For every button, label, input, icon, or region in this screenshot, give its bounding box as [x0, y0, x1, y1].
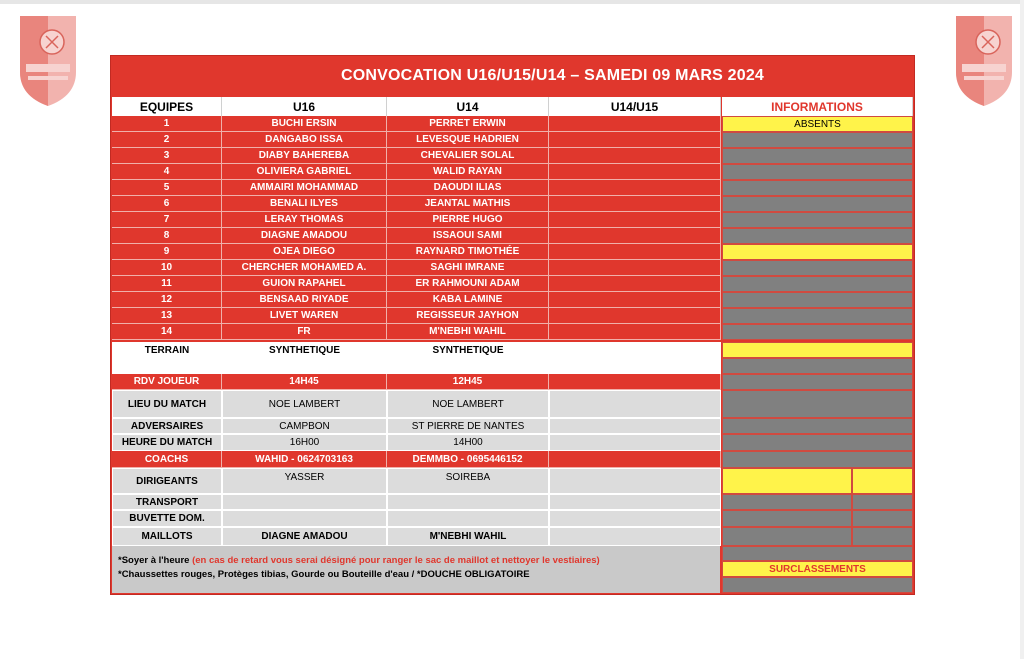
header-u14: U14: [387, 97, 549, 116]
player-u14-u15: [549, 308, 721, 324]
player-u14-u15: [549, 164, 721, 180]
player-number: 8: [112, 228, 222, 244]
transport-u14-u15: [549, 494, 721, 510]
buvette-label: BUVETTE DOM.: [112, 510, 222, 527]
adversaires-u14-u15: [549, 418, 721, 434]
dirigeants-label: DIRIGEANTS: [112, 468, 222, 494]
info-cell: [722, 228, 913, 244]
player-u16: LERAY THOMAS: [222, 212, 387, 228]
maillots-label: MAILLOTS: [112, 527, 222, 546]
page-top-border: [0, 0, 1024, 4]
player-u16: DANGABO ISSA: [222, 132, 387, 148]
player-number: 5: [112, 180, 222, 196]
dirigeants-u16: YASSER: [222, 468, 387, 494]
info-cell: [722, 276, 913, 292]
notes-line-1-b: (en cas de retard vous serai désigné pour ranger le sac de maillot et nettoyer le vestiaires): [192, 555, 600, 566]
player-u16: BUCHI ERSIN: [222, 116, 387, 132]
info-cell: [722, 418, 913, 434]
adversaires-u14: ST PIERRE DE NANTES: [387, 418, 549, 434]
rdv-u14: 12H45: [387, 374, 549, 390]
player-u14-u15: [549, 244, 721, 260]
player-u16: DIAGNE AMADOU: [222, 228, 387, 244]
info-cell: [722, 546, 913, 561]
info-cell: [722, 148, 913, 164]
info-cell: [722, 374, 913, 390]
info-cell: [722, 358, 913, 374]
info-cell: [852, 468, 913, 494]
info-cell: [852, 510, 913, 527]
info-cell: [722, 308, 913, 324]
info-cell: [722, 468, 852, 494]
player-number: 4: [112, 164, 222, 180]
transport-u16: [222, 494, 387, 510]
player-number: 14: [112, 324, 222, 340]
player-u14: ER RAHMOUNI ADAM: [387, 276, 549, 292]
coachs-u14: DEMMBO - 0695446152: [387, 451, 549, 468]
player-number: 10: [112, 260, 222, 276]
info-cell: [722, 324, 913, 340]
info-cell: [722, 434, 913, 451]
rdv-u14-u15: [549, 374, 721, 390]
info-cell: [722, 132, 913, 148]
lieu-u14-u15: [549, 390, 721, 418]
player-u14: WALID RAYAN: [387, 164, 549, 180]
player-u14-u15: [549, 212, 721, 228]
player-u14: DAOUDI ILIAS: [387, 180, 549, 196]
player-u14: RAYNARD TIMOTHÉE: [387, 244, 549, 260]
player-number: 2: [112, 132, 222, 148]
header-equipes: EQUIPES: [112, 97, 222, 116]
player-number: 6: [112, 196, 222, 212]
page-title: CONVOCATION U16/U15/U14 – SAMEDI 09 MARS 2024: [340, 66, 765, 84]
player-number: 13: [112, 308, 222, 324]
adversaires-u16: CAMPBON: [222, 418, 387, 434]
player-u16: OLIVIERA GABRIEL: [222, 164, 387, 180]
header-informations: INFORMATIONS: [722, 97, 913, 116]
player-u14-u15: [549, 228, 721, 244]
info-cell: [722, 244, 913, 260]
player-number: 9: [112, 244, 222, 260]
adversaires-label: ADVERSAIRES: [112, 418, 222, 434]
notes-line-1-a: *Soyer à l'heure: [118, 555, 190, 566]
player-u14: SAGHI IMRANE: [387, 260, 549, 276]
player-u14-u15: [549, 180, 721, 196]
dirigeants-u14-u15: [549, 468, 721, 494]
transport-u14: [387, 494, 549, 510]
player-u16: GUION RAPAHEL: [222, 276, 387, 292]
player-u16: OJEA DIEGO: [222, 244, 387, 260]
page-right-border: [1020, 0, 1024, 659]
player-u14: ISSAOUI SAMI: [387, 228, 549, 244]
player-u14-u15: [549, 324, 721, 340]
club-crest-icon: [16, 12, 80, 108]
heure-u16: 16H00: [222, 434, 387, 451]
player-u14-u15: [549, 276, 721, 292]
maillots-u16: DIAGNE AMADOU: [222, 527, 387, 546]
player-u14: KABA LAMINE: [387, 292, 549, 308]
player-u14: JEANTAL MATHIS: [387, 196, 549, 212]
player-number: 1: [112, 116, 222, 132]
terrain-u14: SYNTHETIQUE: [387, 342, 549, 358]
info-cell: [722, 451, 913, 468]
info-cell: [722, 527, 852, 546]
surclassements-header: SURCLASSEMENTS: [722, 561, 913, 577]
player-u16: BENSAAD RIYADE: [222, 292, 387, 308]
player-number: 7: [112, 212, 222, 228]
player-u16: BENALI ILYES: [222, 196, 387, 212]
player-u14-u15: [549, 132, 721, 148]
player-u16: DIABY BAHEREBA: [222, 148, 387, 164]
notes-box: [112, 546, 720, 593]
notes-line-2: *Chaussettes rouges, Protèges tibias, Gourde ou Bouteille d'eau / *DOUCHE OBLIGATOIRE: [118, 569, 530, 580]
player-u14-u15: [549, 260, 721, 276]
maillots-u14: M'NEBHI WAHIL: [387, 527, 549, 546]
terrain-u14-u15: [549, 342, 721, 358]
player-u14: PERRET ERWIN: [387, 116, 549, 132]
rdv-u16: 14H45: [222, 374, 387, 390]
player-u16: FR: [222, 324, 387, 340]
dirigeants-u14: SOIREBA: [387, 468, 549, 494]
player-u14: M'NEBHI WAHIL: [387, 324, 549, 340]
player-u16: AMMAIRI MOHAMMAD: [222, 180, 387, 196]
club-crest-icon: [952, 12, 1016, 108]
notes-line-1: [118, 554, 714, 568]
player-number: 12: [112, 292, 222, 308]
absents-label: ABSENTS: [722, 116, 913, 132]
lieu-u14: NOE LAMBERT: [387, 390, 549, 418]
player-u14: PIERRE HUGO: [387, 212, 549, 228]
buvette-u14-u15: [549, 510, 721, 527]
player-u16: LIVET WAREN: [222, 308, 387, 324]
info-cell: [722, 577, 913, 593]
info-cell: [852, 527, 913, 546]
info-cell: [722, 292, 913, 308]
heure-label: HEURE DU MATCH: [112, 434, 222, 451]
heure-u14-u15: [549, 434, 721, 451]
player-u14: CHEVALIER SOLAL: [387, 148, 549, 164]
lieu-u16: NOE LAMBERT: [222, 390, 387, 418]
info-cell: [852, 494, 913, 510]
coachs-u16: WAHID - 0624703163: [222, 451, 387, 468]
player-u14: REGISSEUR JAYHON: [387, 308, 549, 324]
terrain-u16: SYNTHETIQUE: [222, 342, 387, 358]
info-cell: [722, 260, 913, 276]
player-u14: LEVESQUE HADRIEN: [387, 132, 549, 148]
maillots-u14-u15: [549, 527, 721, 546]
player-number: 3: [112, 148, 222, 164]
lieu-label: LIEU DU MATCH: [112, 390, 222, 418]
header-u16: U16: [222, 97, 387, 116]
transport-label: TRANSPORT: [112, 494, 222, 510]
terrain-label: TERRAIN: [112, 342, 222, 358]
info-cell: [722, 180, 913, 196]
player-u14-u15: [549, 116, 721, 132]
player-u16: CHERCHER MOHAMED A.: [222, 260, 387, 276]
player-u14-u15: [549, 292, 721, 308]
rdv-label: RDV JOUEUR: [112, 374, 222, 390]
player-number: 11: [112, 276, 222, 292]
buvette-u14: [387, 510, 549, 527]
info-cell: [722, 390, 913, 418]
coachs-label: COACHS: [112, 451, 222, 468]
info-cell: [722, 510, 852, 527]
info-cell: [722, 212, 913, 228]
heure-u14: 14H00: [387, 434, 549, 451]
player-u14-u15: [549, 148, 721, 164]
player-u14-u15: [549, 196, 721, 212]
spacer-row: [112, 358, 721, 374]
buvette-u16: [222, 510, 387, 527]
info-cell: [722, 196, 913, 212]
coachs-u14-u15: [549, 451, 721, 468]
info-cell: [722, 164, 913, 180]
info-cell: [722, 342, 913, 358]
header-u14-u15: U14/U15: [549, 97, 721, 116]
info-cell: [722, 494, 852, 510]
